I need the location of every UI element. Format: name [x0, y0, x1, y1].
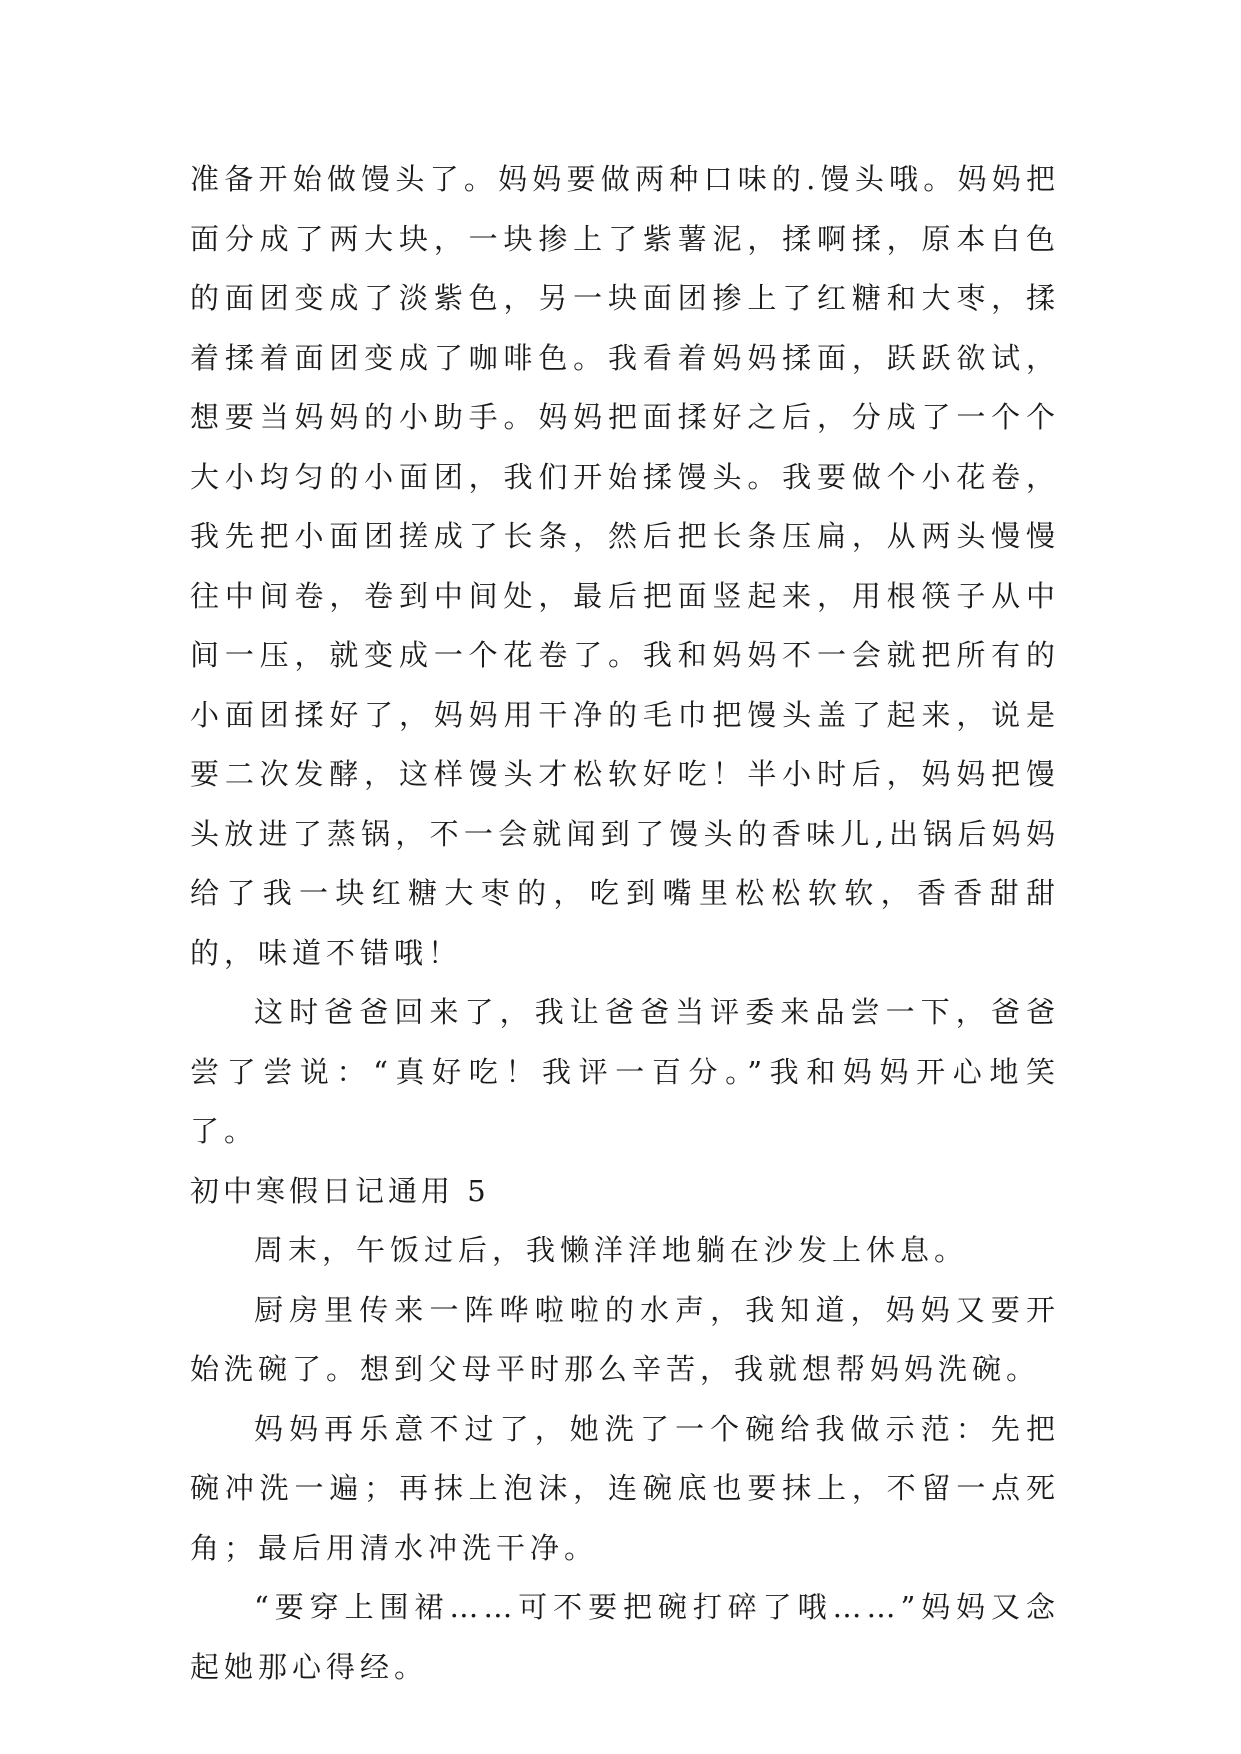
- paragraph-kitchen: 厨房里传来一阵哗啦啦的水声，我知道，妈妈又要开始洗碗了。想到父母平时那么辛苦，我就想帮妈妈洗碗。: [190, 1292, 1060, 1386]
- paragraph-demonstration: 妈妈再乐意不过了，她洗了一个碗给我做示范：先把碗冲洗一遍；再抹上泡沫，连碗底也要抹上，不留一点死角；最后用清水冲洗干净。: [190, 1411, 1060, 1565]
- paragraph-weekend: 周末，午饭过后，我懒洋洋地躺在沙发上休息。: [254, 1233, 969, 1267]
- paragraph-apron: “要穿上围裙……可不要把碗打碎了哦……”妈妈又念起她那心得经。: [190, 1590, 1060, 1684]
- paragraph-steamed-buns: 准备开始做馒头了。妈妈要做两种口味的.馒头哦。妈妈把面分成了两大块，一块掺上了紫薯泥，揉啊揉，原本白色的面团变成了淡紫色，另一块面团掺上了红糖和大枣，揉着揉着面团变成了咖啡色。我看着妈妈揉面，跃跃欲试，想要当妈妈的小助手。妈妈把面揉好之后，分成了一个个大小均匀的小面团，我们开始揉馒头。我要做个小花卷，我先把小面团搓成了长条，然后把长条压扁，从两头慢慢往中间卷，卷到中间处，最后把面竖起来，用根筷子从中间一压，就变成一个花卷了。我和妈妈不一会就把所有的小面团揉好了，妈妈用干净的毛巾把馒头盖了起来，说是要二次发酵，这样馒头才松软好吃！半小时后，妈妈把馒头放进了蒸锅，不一会就闻到了馒头的香味儿,出锅后妈妈给了我一块红糖大枣的，吃到嘴里松松软软，香香甜甜的，味道不错哦！: [190, 162, 1060, 970]
- section-heading: 初中寒假日记通用 5: [190, 1173, 490, 1208]
- document-body: [190, 150, 1060, 1697]
- paragraph-dad-returns: 这时爸爸回来了，我让爸爸当评委来品尝一下，爸爸尝了尝说：“真好吃！我评一百分。”我和妈妈开心地笑了。: [190, 995, 1060, 1148]
